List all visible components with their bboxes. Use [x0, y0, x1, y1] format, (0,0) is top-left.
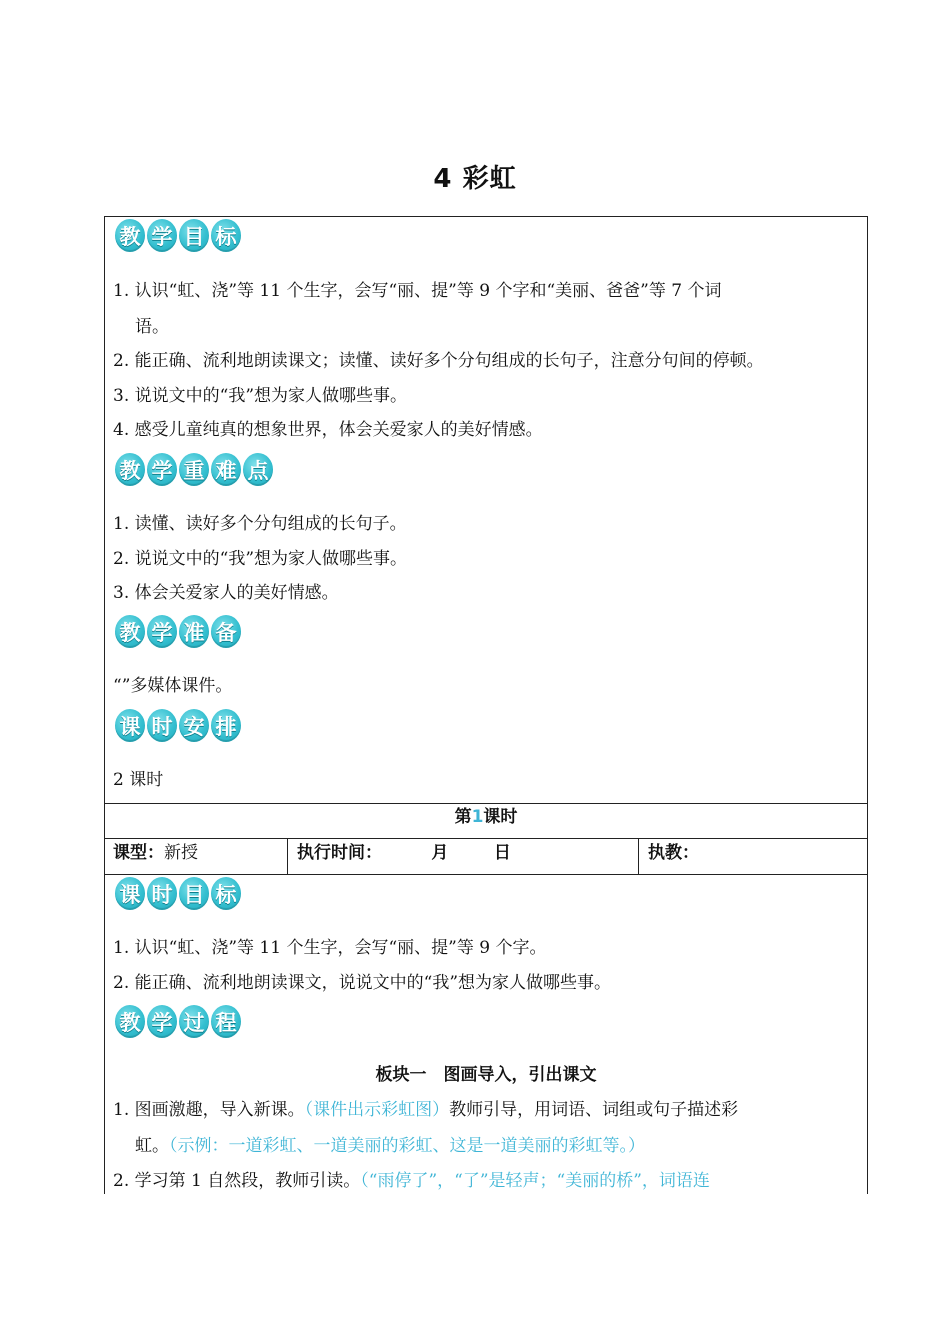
lesson-number: 1 [471, 807, 484, 827]
block-title: 板块一 图画导入，引出课文 [375, 1065, 597, 1085]
badge-char: 程 [211, 1005, 241, 1038]
badge-char: 安 [179, 709, 209, 742]
badge-char: 学 [147, 615, 177, 648]
badge-char: 排 [211, 709, 241, 742]
process-note: （示例：一道彩虹、一道美丽的彩虹、这是一道美丽的彩虹等。） [169, 1136, 645, 1156]
badge-char: 备 [211, 615, 241, 648]
badge-char: 目 [179, 219, 209, 252]
process-text: 虹。 [135, 1136, 169, 1156]
process-note: （“雨停了”，“了”是轻声；“美丽的桥”，词语连 [360, 1171, 710, 1191]
exec-time-label: 执行时间： [297, 843, 382, 863]
cell-divider [638, 839, 639, 875]
lesson-header [105, 806, 867, 828]
badge-char: 时 [147, 709, 177, 742]
goal-line: 3. 说说文中的“我”想为家人做哪些事。 [113, 386, 408, 406]
goal-line: 1. 认识“虹、浇”等 11 个生字，会写“丽、提”等 9 个字和“美丽、爸爸”等 7 个词 [113, 281, 722, 301]
section-banner-preparation [115, 615, 241, 651]
preparation-line: “”多媒体课件。 [113, 676, 233, 696]
badge-char: 课 [115, 877, 145, 910]
lesson-type-label: 课型： [113, 843, 164, 863]
exec-time-cell [297, 842, 511, 864]
process-text: 2. 学习第 1 自然段，教师引读。 [113, 1171, 361, 1191]
table-divider [105, 874, 867, 875]
goal-line: 语。 [135, 317, 169, 337]
process-text: 教师引导，用词语、词组或句子描述彩 [449, 1100, 739, 1120]
goal-line: 4. 感受儿童纯真的想象世界，体会关爱家人的美好情感。 [113, 420, 543, 440]
cell-divider [287, 839, 288, 875]
teacher-label: 执教： [648, 843, 699, 863]
badge-char: 过 [179, 1005, 209, 1038]
lesson-header-suffix: 课时 [483, 807, 518, 827]
lesson-type-value: 新授 [164, 843, 198, 863]
badge-char: 难 [211, 453, 241, 486]
badge-char: 学 [147, 1005, 177, 1038]
process-note: （课件出示彩虹图） [304, 1100, 450, 1120]
badge-char: 点 [243, 453, 273, 486]
table-divider [105, 838, 867, 839]
lesson-title: 4 彩虹 [433, 164, 517, 194]
badge-char: 标 [211, 219, 241, 252]
key-point-line: 1. 读懂、读好多个分句组成的长句子。 [113, 514, 407, 534]
section-banner-process [115, 1005, 241, 1041]
section-banner-lesson-goals [115, 877, 241, 913]
process-text: 1. 图画激趣，导入新课。 [113, 1100, 305, 1120]
badge-char: 标 [211, 877, 241, 910]
badge-char: 教 [115, 453, 145, 486]
day-label: 日 [493, 843, 511, 863]
goal-line: 2. 能正确、流利地朗读课文；读懂、读好多个分句组成的长句子，注意分句间的停顿。 [113, 351, 764, 371]
process-line [113, 1099, 738, 1121]
lesson-goal-line: 2. 能正确、流利地朗读课文，说说文中的“我”想为家人做哪些事。 [113, 973, 612, 993]
schedule-line: 2 课时 [113, 770, 164, 790]
section-banner-goals [115, 219, 241, 255]
section-banner-key-points [115, 453, 273, 489]
key-point-line: 2. 说说文中的“我”想为家人做哪些事。 [113, 549, 408, 569]
month-label: 月 [431, 843, 449, 863]
badge-char: 重 [179, 453, 209, 486]
badge-char: 时 [147, 877, 177, 910]
lesson-plan-table [104, 216, 868, 1194]
badge-char: 课 [115, 709, 145, 742]
lesson-header-prefix: 第 [454, 807, 472, 827]
badge-char: 教 [115, 1005, 145, 1038]
table-divider [105, 803, 867, 804]
badge-char: 教 [115, 219, 145, 252]
badge-char: 教 [115, 615, 145, 648]
badge-char: 学 [147, 219, 177, 252]
process-line [135, 1135, 645, 1157]
process-line [113, 1170, 710, 1192]
badge-char: 目 [179, 877, 209, 910]
key-point-line: 3. 体会关爱家人的美好情感。 [113, 583, 339, 603]
badge-char: 准 [179, 615, 209, 648]
lesson-goal-line: 1. 认识“虹、浇”等 11 个生字，会写“丽、提”等 9 个字。 [113, 938, 547, 958]
lesson-type-cell [113, 842, 198, 864]
section-banner-schedule [115, 709, 241, 745]
badge-char: 学 [147, 453, 177, 486]
